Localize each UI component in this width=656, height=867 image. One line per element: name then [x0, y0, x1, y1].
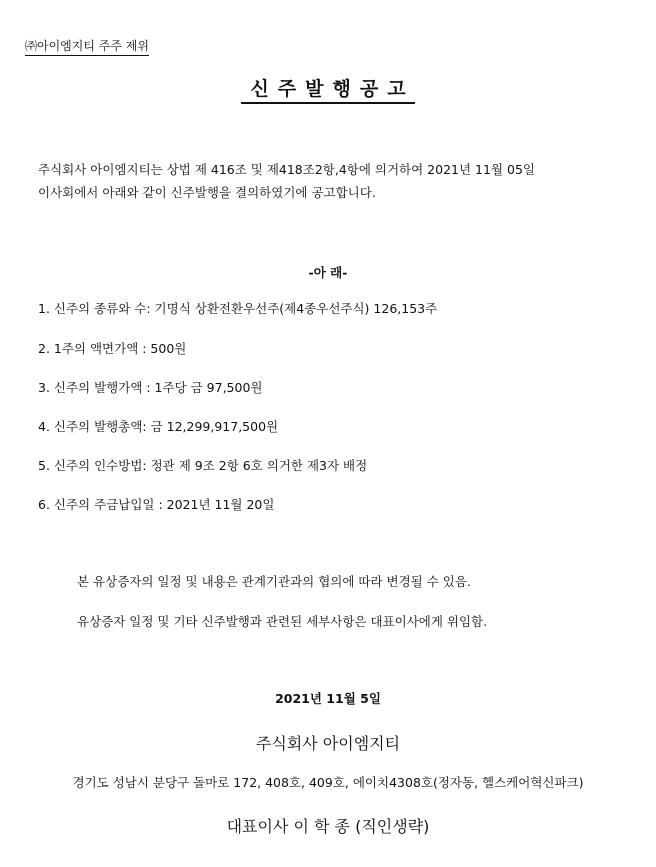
recipient-line: ㈜아이엠지티 주주 제위: [25, 37, 149, 56]
company-address: 경기도 성남시 분당구 돌마로 172, 408호, 409호, 에이치4308호(정자동, 헬스케어혁신파크): [72, 775, 584, 790]
note-schedule-change: 본 유상증자의 일정 및 내용은 관계기관과의 협의에 따라 변경될 수 있음.: [77, 574, 471, 589]
announcement-date: 2021년 11월 5일: [275, 691, 381, 706]
intro-paragraph: [38, 158, 535, 204]
document-title: [0, 74, 656, 101]
list-item-issue-price: 3. 신주의 발행가액 : 1주당 금 97,500원: [38, 380, 263, 395]
list-item-par-value: 2. 1주의 액면가액 : 500원: [38, 341, 187, 356]
list-item-share-type: 1. 신주의 종류와 수: 기명식 상환전환우선주(제4종우선주식) 126,153주: [38, 301, 438, 316]
list-item-total-amount: 4. 신주의 발행총액: 금 12,299,917,500원: [38, 419, 279, 434]
section-heading: -아 래-: [308, 265, 348, 280]
intro-line-2: 이사회에서 아래와 같이 신주발행을 결의하였기에 공고합니다.: [38, 185, 376, 200]
company-name: 주식회사 아이엠지티: [255, 734, 401, 753]
note-delegation: 유상증자 일정 및 기타 신주발행과 관련된 세부사항은 대표이사에게 위임함.: [77, 614, 488, 629]
list-item-payment-date: 6. 신주의 주금납입일 : 2021년 11월 20일: [38, 497, 275, 512]
representative-signature: 대표이사 이 학 종 (직인생략): [226, 817, 430, 836]
list-item-allocation-method: 5. 신주의 인수방법: 정관 제 9조 2항 6호 의거한 제3자 배정: [38, 458, 368, 473]
intro-line-1: 주식회사 아이엠지티는 상법 제 416조 및 제418조2항,4항에 의거하여 2021년 11월 05일: [38, 162, 535, 177]
document-title-text: 신주발행공고: [241, 78, 414, 104]
